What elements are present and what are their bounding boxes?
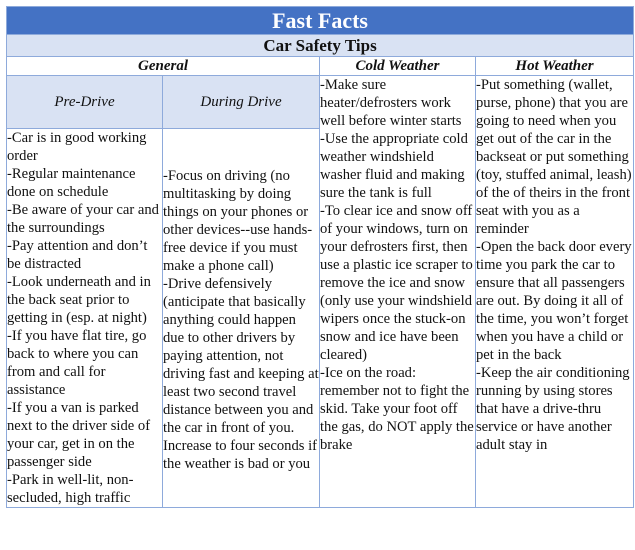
header-during-drive: During Drive bbox=[163, 76, 320, 129]
tip-item: -Use the appropriate cold weather windshield washer fluid and making sure the tank is full bbox=[320, 131, 468, 201]
header-general: General bbox=[7, 57, 320, 76]
cold-weather-tips bbox=[320, 76, 476, 508]
tip-item: -Put something (wallet, purse, phone) that you are going to need when you get out of the car in the backseat or put something (toy, stuffed animal, leash) of the of theirs in the front seat with you as a reminder bbox=[476, 77, 632, 237]
subtitle-row bbox=[7, 35, 634, 57]
header-hot-weather: Hot Weather bbox=[476, 57, 634, 76]
tip-item: -Open the back door every time you park the car to ensure that all passengers are out. By doing it all of the time, you won’t forget when you have a child or pet in the back bbox=[476, 239, 632, 363]
tip-item: -Car is in good working order bbox=[7, 130, 147, 164]
title-row bbox=[7, 7, 634, 35]
subcategory-row bbox=[7, 76, 634, 129]
tip-item: -Ice on the road: remember not to fight the skid. Take your foot off the gas, do NOT apply the brake bbox=[320, 365, 474, 453]
tip-item: -Pay attention and don’t be distracted bbox=[7, 238, 148, 272]
header-cold-weather: Cold Weather bbox=[320, 57, 476, 76]
page-title: Fast Facts bbox=[7, 7, 634, 35]
hot-weather-tips bbox=[476, 76, 634, 508]
tip-item: -Look underneath and in the back seat prior to getting in (esp. at night) bbox=[7, 274, 151, 326]
during-drive-tips bbox=[163, 129, 320, 508]
tip-item: -To clear ice and snow off of your windows, turn on your defrosters first, then use a plastic ice scraper to remove the ice and snow (only use your windshield wipers once the stuck-on snow and ice have been cleared) bbox=[320, 203, 473, 363]
tip-item: -If you have flat tire, go back to where you can from and call for assistance bbox=[7, 328, 147, 398]
tip-item: -If you a van is parked next to the driver side of your car, get in on the passenger side bbox=[7, 400, 151, 470]
header-pre-drive: Pre-Drive bbox=[7, 76, 163, 129]
tip-item: -Park in well-lit, non-secluded, high traffic bbox=[7, 472, 134, 506]
table-subtitle: Car Safety Tips bbox=[7, 35, 634, 57]
tip-item: -Drive defensively (anticipate that basically anything could happen due to other drivers by paying attention, not driving fast and keeping at least two second travel distance between you and the car in front of you. Increase to four seconds if the weather is bad or you bbox=[163, 276, 319, 472]
car-safety-table bbox=[6, 6, 634, 508]
tip-item: -Focus on driving (no multitasking by doing things on your phones or other devices--use hands-free device if you must make a phone call) bbox=[163, 168, 313, 274]
fast-facts-document bbox=[6, 6, 633, 508]
tip-item: -Make sure heater/defrosters work well before winter starts bbox=[320, 77, 462, 129]
tip-item: -Regular maintenance done on schedule bbox=[7, 166, 136, 200]
pre-drive-tips bbox=[7, 129, 163, 508]
tip-item: -Be aware of your car and the surroundings bbox=[7, 202, 159, 236]
tip-item: -Keep the air conditioning running by using stores that have a drive-thru service or have another adult stay in bbox=[476, 365, 630, 453]
category-header-row bbox=[7, 57, 634, 76]
